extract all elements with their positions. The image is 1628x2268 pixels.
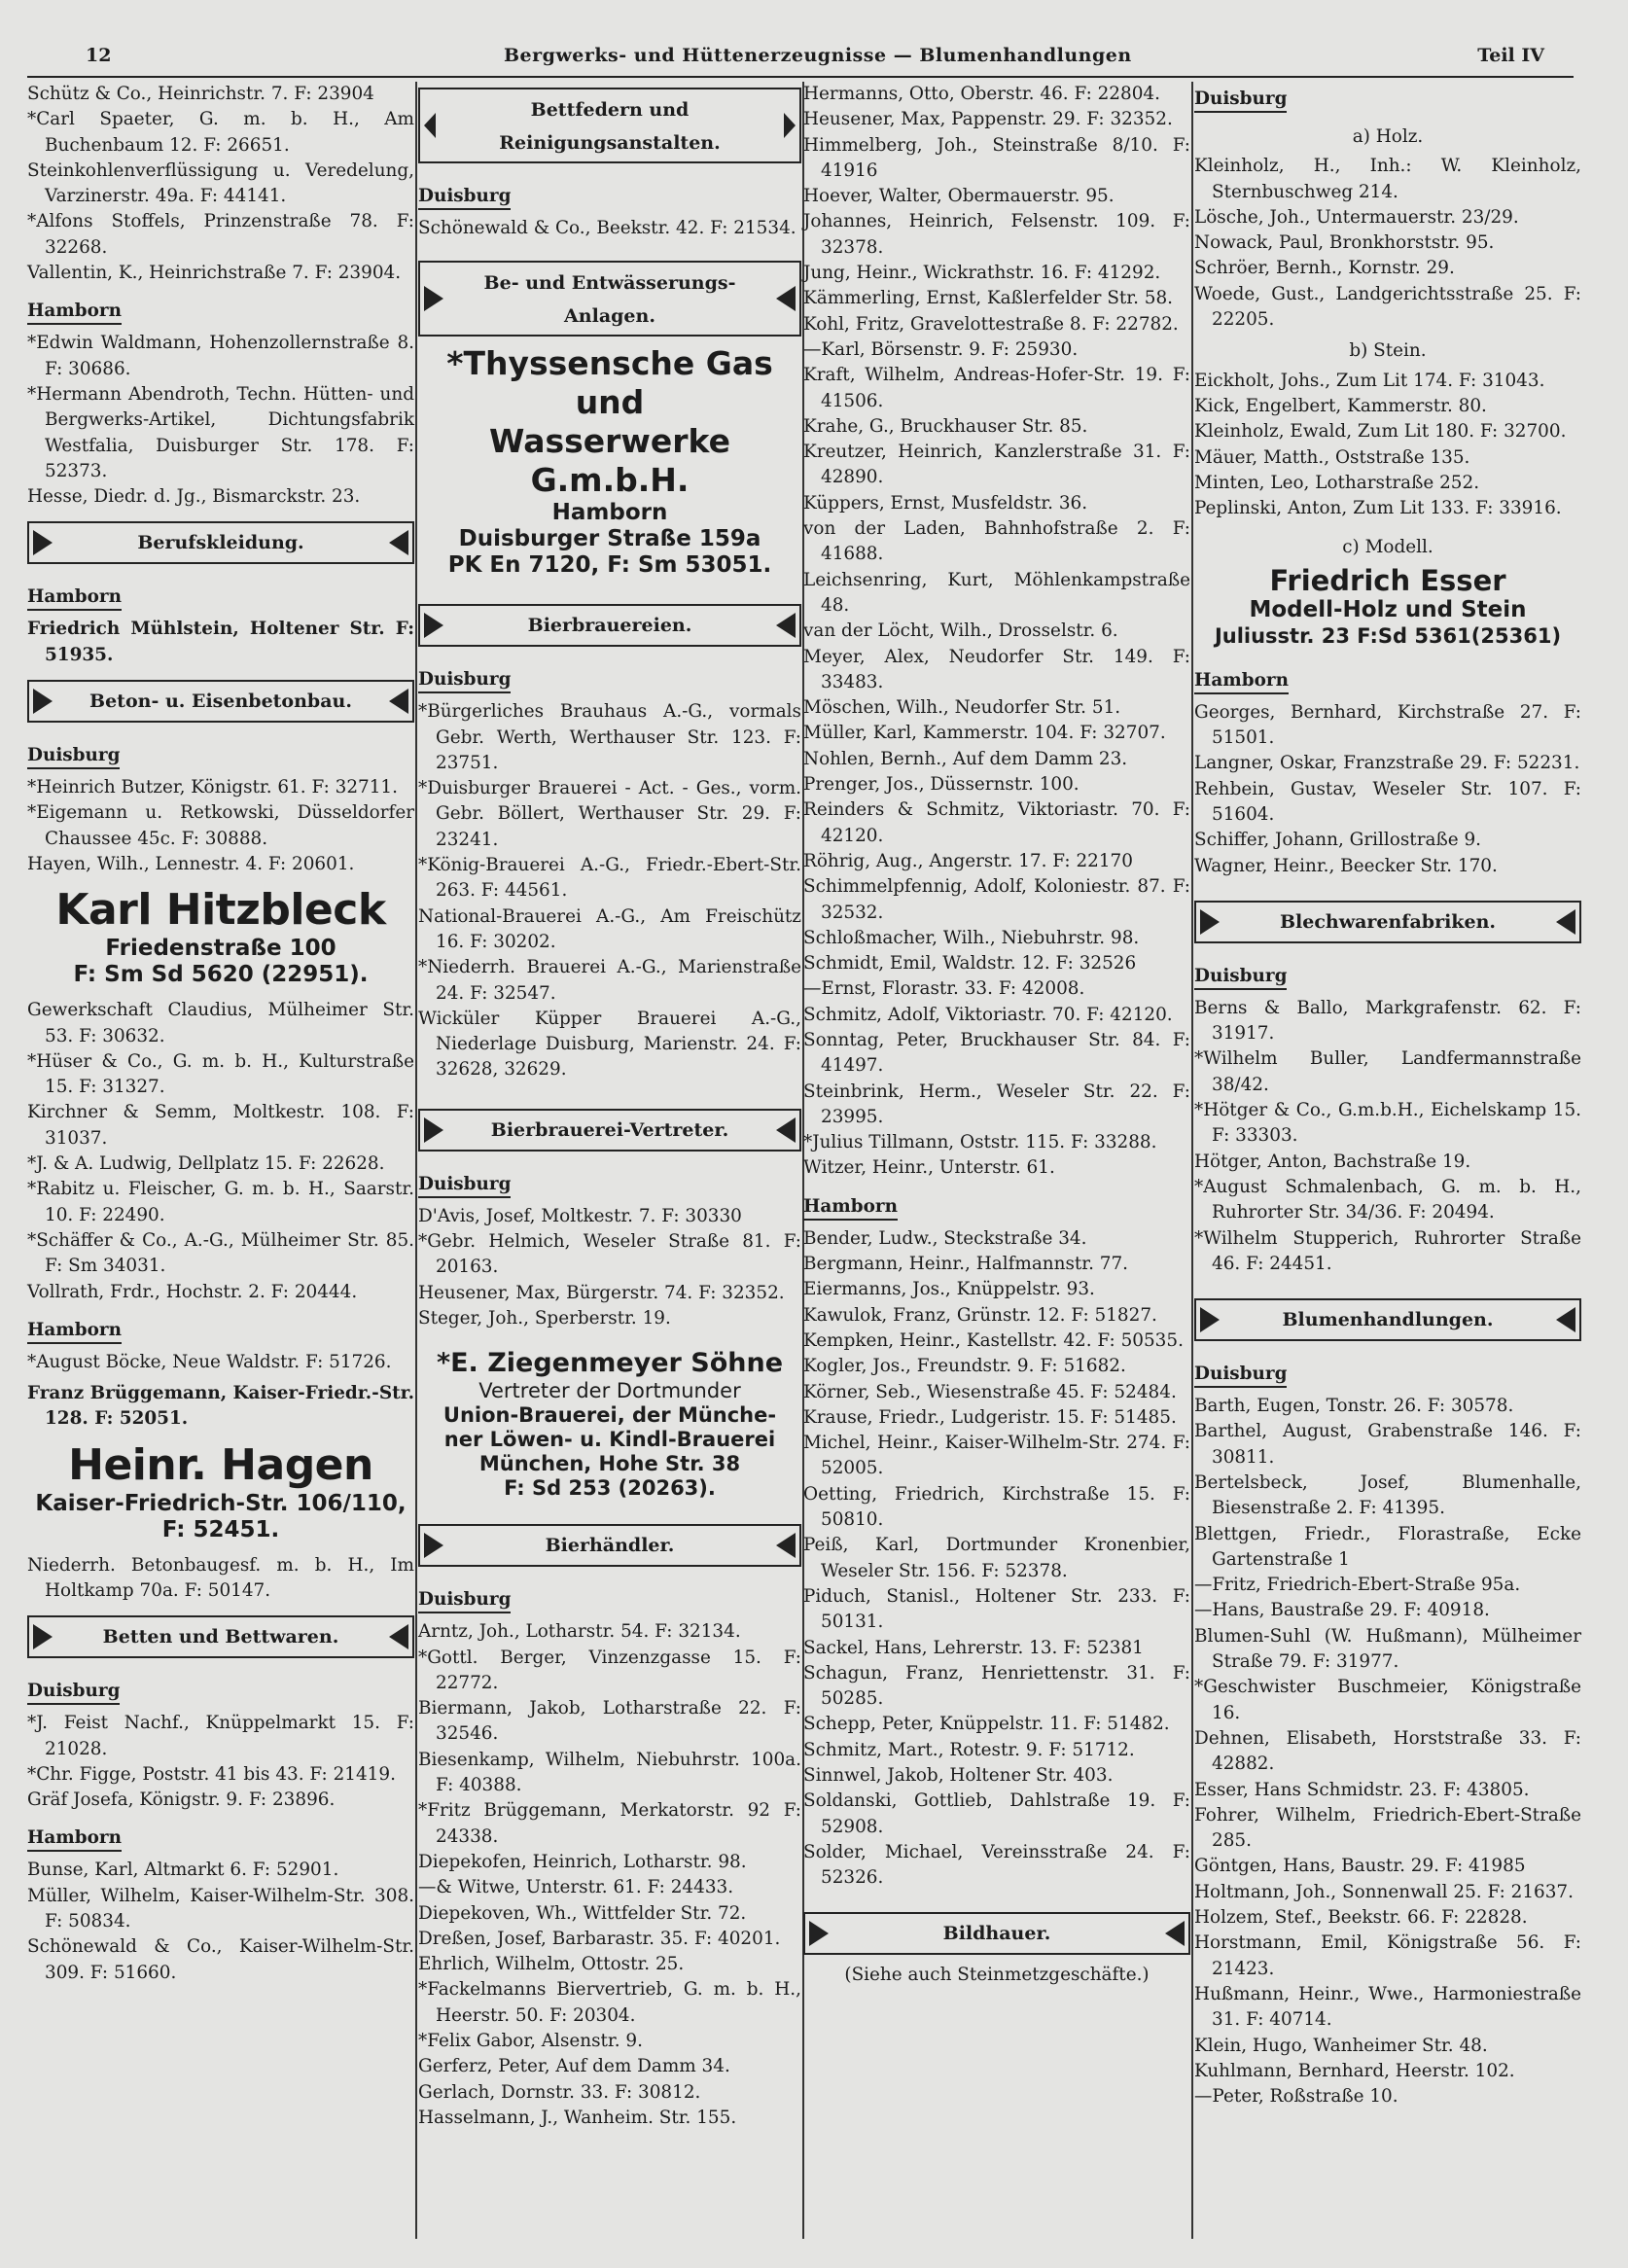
directory-entry: Schröer, Bernh., Kornstr. 29. xyxy=(1194,258,1455,279)
city-heading: Duisburg xyxy=(27,1680,120,1705)
city-heading: Hamborn xyxy=(803,1195,898,1221)
section-banner xyxy=(27,521,414,564)
header-rule xyxy=(27,76,1574,78)
banner-label: Bierbrauerei-Vertreter. xyxy=(490,1118,729,1141)
directory-entry: Minten, Leo, Lotharstraße 252. xyxy=(1194,472,1480,493)
directory-entry: Sonntag, Peter, Bruckhauser Str. 84. F: 41497. xyxy=(803,1029,1190,1077)
entry-list xyxy=(27,1711,414,1813)
ad-line: Modell-Holz und Stein xyxy=(1249,596,1527,622)
ad-line: München, Hohe Str. 38 xyxy=(478,1452,741,1476)
directory-entry: *Alfons Stoffels, Prinzenstraße 78. F: 32268. xyxy=(27,211,414,258)
subsection-heading: b) Stein. xyxy=(1349,340,1427,362)
banner-label: Blechwarenfabriken. xyxy=(1279,910,1496,933)
city-heading: Duisburg xyxy=(418,1173,511,1198)
directory-entry: —Karl, Börsenstr. 9. F: 25930. xyxy=(803,338,1079,360)
directory-entry: Schloßmacher, Wilh., Niebuhrstr. 98. xyxy=(803,927,1140,948)
banner-label: Be- und Entwässerungs- xyxy=(483,272,736,295)
directory-entry: Steinkohlenverflüssigung u. Veredelung, Varzinerstr. 49a. F: 44141. xyxy=(27,159,414,207)
city-heading: Hamborn xyxy=(27,1319,122,1344)
directory-entry: *König-Brauerei A.-G., Friedr.-Ebert-Str. 263. F: 44561. xyxy=(418,855,801,902)
directory-entry: Gräf Josefa, Königstr. 9. F: 23896. xyxy=(27,1790,336,1811)
directory-entry: Möschen, Wilh., Neudorfer Str. 51. xyxy=(803,697,1121,719)
entry-list xyxy=(27,1553,414,1605)
directory-entry: Schönewald & Co., Beekstr. 42. F: 21534. xyxy=(418,218,796,238)
entry-list xyxy=(418,216,801,241)
directory-entry: Kempken, Heinr., Kastellstr. 42. F: 50535. xyxy=(803,1329,1184,1351)
entry-list xyxy=(1194,369,1581,522)
directory-entry: National-Brauerei A.-G., Am Freischütz 16. F: 30202. xyxy=(418,905,801,952)
directory-entry: Kämmerling, Ernst, Kaßlerfelder Str. 58. xyxy=(803,288,1174,309)
directory-entry: Nohlen, Bernh., Auf dem Damm 23. xyxy=(803,748,1128,769)
ad-line: Juliusstr. 23 F:Sd 5361(25361) xyxy=(1214,623,1562,648)
directory-entry: *Gebr. Helmich, Weseler Straße 81. F: 20163. xyxy=(418,1231,801,1278)
directory-entry: Steinbrink, Herm., Weseler Str. 22. F: 23995. xyxy=(803,1081,1190,1127)
directory-entry: Friedrich Mühlstein, Holtener Str. F: 51935. xyxy=(27,619,414,665)
directory-entry: Holzem, Stef., Beekstr. 66. F: 22828. xyxy=(1194,1907,1528,1929)
directory-entry: *Hüser & Co., G. m. b. H., Kulturstraße 15. F: 31327. xyxy=(27,1050,414,1098)
directory-entry: Kohl, Fritz, Gravelottestraße 8. F: 22782. xyxy=(803,313,1179,335)
directory-entry: Heusener, Max, Bürgerstr. 74. F: 32352. xyxy=(418,1282,785,1303)
directory-entry: Peplinski, Anton, Zum Lit 133. F: 33916. xyxy=(1194,498,1562,519)
directory-entry: Kogler, Jos., Freundstr. 9. F: 51682. xyxy=(803,1356,1126,1377)
directory-entry: D'Avis, Josef, Moltkestr. 7. F: 30330 xyxy=(418,1205,742,1226)
directory-entry: Georges, Bernhard, Kirchstraße 27. F: 51501. xyxy=(1194,701,1581,749)
banner-label: Betten und Bettwaren. xyxy=(102,1626,339,1648)
entry-list xyxy=(27,82,414,286)
directory-entry: Witzer, Heinr., Unterstr. 61. xyxy=(803,1157,1055,1179)
directory-entry: Vallentin, K., Heinrichstraße 7. F: 23904. xyxy=(27,263,402,284)
directory-entry: Biesenkamp, Wilhelm, Niebuhrstr. 100a. F: 40388. xyxy=(418,1749,801,1796)
city-heading: Duisburg xyxy=(418,1588,511,1613)
entry-list xyxy=(418,1204,801,1331)
directory-entry: *Wilhelm Buller, Landfermannstraße 38/42. xyxy=(1194,1048,1581,1095)
directory-entry: Kirchner & Semm, Moltkestr. 108. F: 31037. xyxy=(27,1102,414,1149)
directory-entry: Gerferz, Peter, Auf dem Damm 34. xyxy=(418,2056,730,2077)
directory-entry: Wagner, Heinr., Beecker Str. 170. xyxy=(1194,855,1498,876)
ad-phone: PK En 7120, F: Sm 53051. xyxy=(447,552,772,579)
directory-entry: Oetting, Friedrich, Kirchstraße 15. F: 50810. xyxy=(803,1483,1190,1531)
directory-entry: Schmidt, Emil, Waldstr. 12. F: 32526 xyxy=(803,953,1137,975)
directory-entry: Kleinholz, Ewald, Zum Lit 180. F: 32700. xyxy=(1194,421,1567,443)
directory-entry: Barthel, August, Grabenstraße 146. F: 30811. xyxy=(1194,1421,1581,1468)
directory-entry: Vollrath, Frdr., Hochstr. 2. F: 20444. xyxy=(27,1281,358,1302)
directory-entry: Piduch, Stanisl., Holtener Str. 233. F: 50131. xyxy=(803,1585,1190,1633)
directory-entry: Eickholt, Johs., Zum Lit 174. F: 31043. xyxy=(1194,370,1545,391)
entry-list xyxy=(1194,1394,1581,2109)
city-heading: Hamborn xyxy=(1194,669,1289,694)
banner-label: Berufskleidung. xyxy=(137,532,304,554)
directory-entry: Steger, Joh., Sperberstr. 19. xyxy=(418,1307,671,1329)
city-heading: Duisburg xyxy=(418,668,511,693)
entry-list xyxy=(418,1619,801,2131)
entry-list xyxy=(27,331,414,510)
page-number: 12 xyxy=(86,45,112,66)
directory-entry: Ehrlich, Wilhelm, Ottostr. 25. xyxy=(418,1954,685,1975)
directory-entry: Körner, Seb., Wiesenstraße 45. F: 52484. xyxy=(803,1381,1177,1402)
directory-entry: Jung, Heinr., Wickrathstr. 16. F: 41292. xyxy=(803,263,1161,284)
section-banner xyxy=(418,604,801,647)
entry-list xyxy=(418,699,801,1082)
section-banner xyxy=(418,1524,801,1567)
entry-bold: Franz Brüggemann, Kaiser-Friedr.-Str. 128. F: 52051. xyxy=(27,1383,414,1430)
directory-entry: —& Witwe, Unterstr. 61. F: 24433. xyxy=(418,1877,734,1898)
city-heading: Hamborn xyxy=(27,585,122,611)
entry-list xyxy=(27,1350,414,1375)
subsection-heading: a) Holz. xyxy=(1352,126,1424,147)
column-2 xyxy=(418,82,801,2131)
entry-list xyxy=(1194,996,1581,1277)
directory-entry: Himmelberg, Joh., Steinstraße 8/10. F: 41916 xyxy=(803,134,1190,181)
directory-entry: Eiermanns, Jos., Knüppelstr. 93. xyxy=(803,1279,1095,1300)
directory-entry: Hermanns, Otto, Oberstr. 46. F: 22804. xyxy=(803,84,1160,104)
banner-label: Bildhauer. xyxy=(942,1923,1051,1945)
directory-entry: *Schäffer & Co., A.-G., Mülheimer Str. 85. F: Sm 34031. xyxy=(27,1229,414,1277)
column-divider xyxy=(415,82,417,2239)
directory-entry: Hayen, Wilh., Lennestr. 4. F: 20601. xyxy=(27,853,355,874)
directory-entry: Prenger, Jos., Düssernstr. 100. xyxy=(803,774,1079,796)
directory-entry: Esser, Hans Schmidstr. 23. F: 43805. xyxy=(1194,1779,1530,1800)
section-banner xyxy=(27,680,414,723)
directory-entry: Gewerkschaft Claudius, Mülheimer Str. 53. F: 30632. xyxy=(27,1000,414,1046)
directory-entry: *Fritz Brüggemann, Merkatorstr. 92 F: 24338. xyxy=(418,1800,801,1847)
directory-entry: Klein, Hugo, Wanheimer Str. 48. xyxy=(1194,2035,1488,2056)
section-banner xyxy=(803,1912,1190,1955)
directory-entry: *Bürgerliches Brauhaus A.-G., vormals Gebr. Werth, Werthauser Str. 123. F: 23751. xyxy=(418,701,801,773)
ad-street: Duisburger Straße 159a xyxy=(458,526,761,552)
entry-list xyxy=(1194,700,1581,879)
column-4 xyxy=(1194,82,1581,2109)
directory-entry: *Geschwister Buschmeier, Königstraße 16. xyxy=(1194,1677,1581,1723)
banner-label: Bierhändler. xyxy=(545,1535,675,1557)
banner-label: Bettfedern und xyxy=(530,99,690,121)
cross-reference-note: (Siehe auch Steinmetzgeschäfte.) xyxy=(844,1965,1150,1986)
section-banner xyxy=(418,261,801,337)
banner-label: Beton- u. Eisenbetonbau. xyxy=(89,691,352,713)
part-label: Teil IV xyxy=(1477,45,1544,66)
directory-entry: —Hans, Baustraße 29. F: 40918. xyxy=(1194,1600,1490,1621)
directory-entry: Kawulok, Franz, Grünstr. 12. F: 51827. xyxy=(803,1304,1157,1326)
entry-list xyxy=(1194,154,1581,333)
section-banner xyxy=(418,88,801,163)
section-banner xyxy=(1194,1298,1581,1341)
directory-entry: Schmitz, Mart., Rotestr. 9. F: 51712. xyxy=(803,1739,1135,1760)
directory-entry: Lösche, Joh., Untermauerstr. 23/29. xyxy=(1194,206,1519,228)
ad-line: Union-Brauerei, der Münche- xyxy=(442,1403,777,1428)
directory-entry: Blettgen, Friedr., Florastraße, Ecke Gartenstraße 1 xyxy=(1194,1523,1581,1570)
section-banner xyxy=(418,1109,801,1152)
entry-list xyxy=(27,998,414,1305)
directory-entry: *Hötger & Co., G.m.b.H., Eichelskamp 15. F: 33303. xyxy=(1194,1100,1581,1147)
directory-entry: Nowack, Paul, Bronkhorststr. 95. xyxy=(1194,232,1495,254)
ad-name: Heinr. Hagen xyxy=(68,1439,373,1490)
directory-entry: Johannes, Heinrich, Felsenstr. 109. F: 32378. xyxy=(803,211,1190,258)
directory-entry: Dehnen, Elisabeth, Horststraße 33. F: 42882. xyxy=(1194,1727,1581,1775)
directory-entry: von der Laden, Bahnhofstraße 2. F: 41688. xyxy=(803,518,1190,565)
directory-entry: Gerlach, Dornstr. 33. F: 30812. xyxy=(418,2081,701,2103)
directory-entry: Sinnwel, Jakob, Holtener Str. 403. xyxy=(803,1765,1114,1786)
column-1 xyxy=(27,82,414,1986)
ad-phone: F: Sm Sd 5620 (22951). xyxy=(73,962,369,988)
directory-entry: *Eigemann u. Retkowski, Düsseldorfer Chaussee 45c. F: 30888. xyxy=(27,802,414,849)
directory-entry: *J. Feist Nachf., Knüppelmarkt 15. F: 21028. xyxy=(27,1713,414,1759)
directory-entry: Heusener, Max, Pappenstr. 29. F: 32352. xyxy=(803,109,1173,130)
ad-name: *E. Ziegenmeyer Söhne xyxy=(436,1348,784,1379)
ad-name: *Thyssensche Gas und xyxy=(446,344,773,422)
directory-entry: *Carl Spaeter, G. m. b. H., Am Buchenbaum 12. F: 26651. xyxy=(27,109,414,156)
directory-entry: Schimmelpfennig, Adolf, Koloniestr. 87. F: 32532. xyxy=(803,876,1190,923)
directory-entry: Diepekoven, Wh., Wittfelder Str. 72. xyxy=(418,1902,747,1924)
entry-list xyxy=(803,1226,1190,1892)
directory-entry: —Peter, Roßstraße 10. xyxy=(1194,2086,1398,2108)
directory-entry: *Chr. Figge, Poststr. 41 bis 43. F: 21419. xyxy=(27,1763,396,1785)
banner-label: Bierbrauereien. xyxy=(527,615,692,637)
banner-label: Reinigungsanstalten. xyxy=(499,132,721,154)
directory-entry: Küppers, Ernst, Musfeldstr. 36. xyxy=(803,492,1088,514)
directory-entry: Sackel, Hans, Lehrerstr. 13. F: 52381 xyxy=(803,1637,1144,1658)
entry-list xyxy=(803,82,1190,1182)
directory-entry: *August Böcke, Neue Waldstr. F: 51726. xyxy=(27,1351,392,1372)
directory-entry: Michel, Heinr., Kaiser-Wilhelm-Str. 274. F: 52005. xyxy=(803,1433,1190,1479)
directory-entry: Langner, Oskar, Franzstraße 29. F: 52231. xyxy=(1194,753,1580,774)
directory-entry: Krahe, G., Bruckhauser Str. 85. xyxy=(803,415,1088,437)
directory-entry: *Edwin Waldmann, Hohenzollernstraße 8. F: 30686. xyxy=(27,333,414,379)
directory-entry: Blumen-Suhl (W. Hußmann), Mülheimer Straße 79. F: 31977. xyxy=(1194,1625,1581,1673)
ad-line: ner Löwen- u. Kindl-Brauerei xyxy=(443,1428,776,1452)
directory-entry: Bergmann, Heinr., Halfmannstr. 77. xyxy=(803,1254,1129,1275)
ad-name: Wasserwerke G.m.b.H. xyxy=(488,422,730,500)
ad-phone: F: 52451. xyxy=(161,1516,280,1542)
advertisement-esser xyxy=(1194,565,1581,650)
city-heading: Duisburg xyxy=(1194,88,1287,113)
directory-entry: Peiß, Karl, Dortmunder Kronenbier, Weseler Str. 156. F: 52378. xyxy=(803,1535,1190,1581)
city-heading: Duisburg xyxy=(418,185,511,210)
directory-entry: *Hermann Abendroth, Techn. Hütten- und Bergwerks-Artikel, Dichtungsfabrik Westfalia, Duisburger Str. 178. F: 52373. xyxy=(27,383,414,481)
advertisement-thyssen xyxy=(418,344,801,579)
ad-line: Vertreter der Dortmunder xyxy=(478,1379,741,1403)
directory-entry: Hesse, Diedr. d. Jg., Bismarckstr. 23. xyxy=(27,486,361,508)
ad-phone: F: Sd 253 (20263). xyxy=(504,1476,716,1501)
directory-entry: Schiffer, Johann, Grillostraße 9. xyxy=(1194,830,1482,851)
directory-entry: Horstmann, Emil, Königstraße 56. F: 21423. xyxy=(1194,1932,1581,1979)
directory-entry: Rehbein, Gustav, Weseler Str. 107. F: 51604. xyxy=(1194,778,1581,825)
banner-label: Anlagen. xyxy=(564,305,655,328)
ad-name: Karl Hitzbleck xyxy=(55,885,386,936)
directory-entry: *Duisburger Brauerei - Act. - Ges., vorm. Gebr. Böllert, Werthauser Str. 29. F: 23241. xyxy=(418,778,801,850)
directory-entry: Meyer, Alex, Neudorfer Str. 149. F: 33483. xyxy=(803,646,1190,692)
directory-entry: Solder, Michael, Vereinsstraße 24. F: 52326. xyxy=(803,1841,1190,1889)
directory-entry: Müller, Karl, Kammerstr. 104. F: 32707. xyxy=(803,723,1166,744)
advertisement-hitzbleck xyxy=(27,885,414,988)
ad-city: Hamborn xyxy=(551,500,668,526)
column-3 xyxy=(803,82,1190,1989)
directory-entry: Wicküler Küpper Brauerei A.-G., Niederlage Duisburg, Marienstr. 24. F: 32628, 32629. xyxy=(418,1008,801,1081)
directory-entry: *Gottl. Berger, Vinzenzgasse 15. F: 22772. xyxy=(418,1647,801,1693)
directory-entry: *Julius Tillmann, Oststr. 115. F: 33288. xyxy=(803,1132,1157,1153)
directory-entry: *Wilhelm Stupperich, Ruhrorter Straße 46. F: 24451. xyxy=(1194,1227,1581,1274)
entry-list xyxy=(27,617,414,668)
directory-entry: Arntz, Joh., Lotharstr. 54. F: 32134. xyxy=(418,1621,741,1643)
entry-list xyxy=(27,775,414,877)
city-heading: Duisburg xyxy=(27,744,120,769)
directory-entry: Bender, Ludw., Steckstraße 34. xyxy=(803,1227,1087,1249)
directory-entry: Schagun, Franz, Henriettenstr. 31. F: 50285. xyxy=(803,1662,1190,1710)
directory-entry: Holtmann, Joh., Sonnenwall 25. F: 21637. xyxy=(1194,1881,1574,1902)
directory-entry: Schütz & Co., Heinrichstr. 7. F: 23904 xyxy=(27,84,374,104)
directory-entry: Woede, Gust., Landgerichtsstraße 25. F: 22205. xyxy=(1194,283,1581,331)
directory-entry: Krause, Friedr., Ludgeristr. 15. F: 51485. xyxy=(803,1406,1177,1428)
directory-entry: Reinders & Schmitz, Viktoriastr. 70. F: 42120. xyxy=(803,799,1190,846)
directory-entry: van der Löcht, Wilh., Drosselstr. 6. xyxy=(803,620,1118,642)
directory-entry: Berns & Ballo, Markgrafenstr. 62. F: 31917. xyxy=(1194,997,1581,1045)
directory-entry: *Niederrh. Brauerei A.-G., Marienstraße 24. F: 32547. xyxy=(418,957,801,1004)
directory-entry: —Fritz, Friedrich-Ebert-Straße 95a. xyxy=(1194,1575,1521,1596)
city-heading: Duisburg xyxy=(1194,1363,1287,1388)
directory-entry: Hußmann, Heinr., Wwe., Harmoniestraße 31. F: 40714. xyxy=(1194,1983,1581,2031)
directory-entry: Schepp, Peter, Knüppelstr. 11. F: 51482. xyxy=(803,1714,1170,1735)
directory-entry: Schmitz, Adolf, Viktoriastr. 70. F: 42120. xyxy=(803,1004,1173,1025)
directory-entry: Göntgen, Hans, Baustr. 29. F: 41985 xyxy=(1194,1856,1526,1877)
directory-entry: Dreßen, Josef, Barbarastr. 35. F: 40201. xyxy=(418,1928,781,1949)
directory-entry: *Felix Gabor, Alsenstr. 9. xyxy=(418,2030,643,2051)
directory-entry: Kleinholz, H., Inh.: W. Kleinholz, Sternbuschweg 214. xyxy=(1194,156,1581,202)
advertisement-ziegenmeyer xyxy=(418,1347,801,1501)
entry-list xyxy=(27,1858,414,1985)
ad-street: Friedenstraße 100 xyxy=(105,936,336,962)
page-header xyxy=(27,43,1544,78)
directory-entry: Müller, Wilhelm, Kaiser-Wilhelm-Str. 308. F: 50834. xyxy=(27,1885,414,1932)
directory-entry: *August Schmalenbach, G. m. b. H., Ruhrorter Str. 34/36. F: 20494. xyxy=(1194,1176,1581,1223)
subsection-heading: c) Modell. xyxy=(1342,537,1433,558)
ad-name: Friedrich Esser xyxy=(1269,563,1506,597)
section-banner xyxy=(27,1615,414,1658)
directory-entry: Hötger, Anton, Bachstraße 19. xyxy=(1194,1151,1471,1172)
directory-entry: *J. & A. Ludwig, Dellplatz 15. F: 22628. xyxy=(27,1153,385,1175)
directory-entry: Röhrig, Aug., Angerstr. 17. F: 22170 xyxy=(803,850,1133,871)
directory-entry: *Heinrich Butzer, Königstr. 61. F: 32711. xyxy=(27,777,398,798)
directory-entry: Mäuer, Matth., Oststraße 135. xyxy=(1194,446,1470,468)
directory-entry: Hasselmann, J., Wanheim. Str. 155. xyxy=(418,2107,737,2128)
directory-entry: Soldanski, Gottlieb, Dahlstraße 19. F: 52908. xyxy=(803,1790,1190,1837)
city-heading: Hamborn xyxy=(27,1826,122,1852)
running-title: Bergwerks- und Hüttenerzeugnisse — Blumenhandlungen xyxy=(504,45,1132,66)
directory-entry: Hoever, Walter, Obermauerstr. 95. xyxy=(803,186,1115,207)
directory-entry: Bunse, Karl, Altmarkt 6. F: 52901. xyxy=(27,1860,339,1881)
directory-entry: Bertelsbeck, Josef, Blumenhalle, Biesenstraße 2. F: 41395. xyxy=(1194,1471,1581,1519)
directory-entry: Niederrh. Betonbaugesf. m. b. H., Im Holtkamp 70a. F: 50147. xyxy=(27,1554,414,1601)
ad-street: Kaiser-Friedrich-Str. 106/110, xyxy=(35,1490,407,1516)
city-heading: Duisburg xyxy=(1194,965,1287,990)
directory-entry: Kick, Engelbert, Kammerstr. 80. xyxy=(1194,395,1487,416)
directory-entry: Kreutzer, Heinrich, Kanzlerstraße 31. F: 42890. xyxy=(803,442,1190,488)
directory-entry: Diepekofen, Heinrich, Lotharstr. 98. xyxy=(418,1851,747,1872)
directory-entry: Schönewald & Co., Kaiser-Wilhelm-Str. 309. F: 51660. xyxy=(27,1936,414,1983)
directory-entry: *Fackelmanns Biervertrieb, G. m. b. H., Heerstr. 50. F: 20304. xyxy=(418,1979,801,2026)
directory-entry: Barth, Eugen, Tonstr. 26. F: 30578. xyxy=(1194,1396,1514,1417)
directory-entry: Biermann, Jakob, Lotharstraße 22. F: 32546. xyxy=(418,1698,801,1745)
city-heading: Hamborn xyxy=(27,300,122,325)
directory-entry: —Ernst, Florastr. 33. F: 42008. xyxy=(803,978,1085,1000)
directory-entry: Kuhlmann, Bernhard, Heerstr. 102. xyxy=(1194,2060,1515,2081)
column-divider xyxy=(1191,82,1193,2239)
section-banner xyxy=(1194,901,1581,943)
directory-entry: *Rabitz u. Fleischer, G. m. b. H., Saarstr. 10. F: 22490. xyxy=(27,1179,414,1225)
directory-entry: Leichsenring, Kurt, Möhlenkampstraße 48. xyxy=(803,569,1190,616)
directory-entry: Fohrer, Wilhelm, Friedrich-Ebert-Straße 285. xyxy=(1194,1804,1581,1852)
directory-entry: Kraft, Wilhelm, Andreas-Hofer-Str. 19. F: 41506. xyxy=(803,365,1190,411)
advertisement-hagen xyxy=(27,1440,414,1543)
banner-label: Blumenhandlungen. xyxy=(1282,1309,1494,1331)
